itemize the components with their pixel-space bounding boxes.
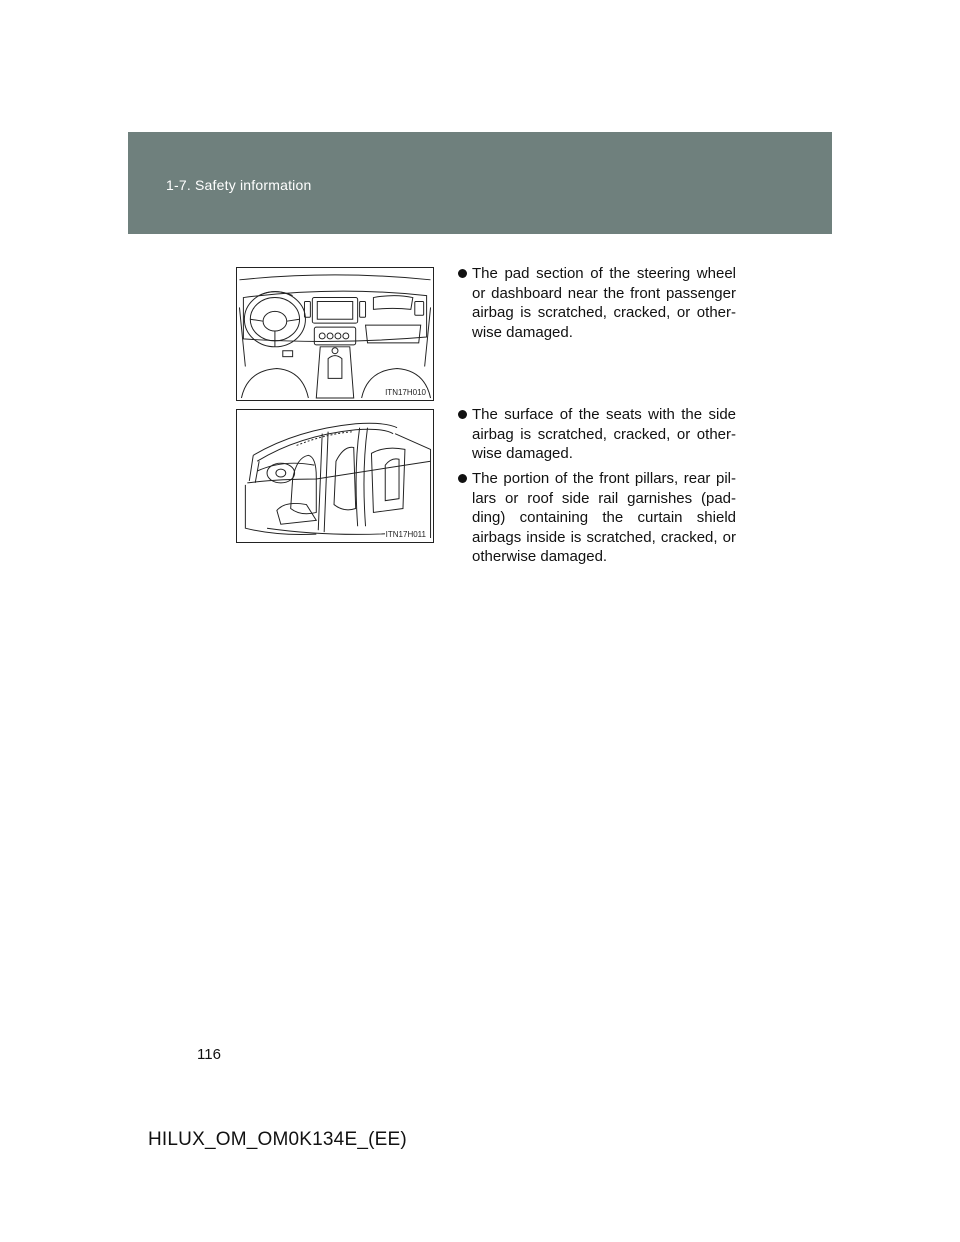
figure-code: ITN17H011: [385, 530, 426, 539]
manual-code: HILUX_OM_OM0K134E_(EE): [148, 1129, 407, 1150]
list-item: [458, 469, 736, 567]
bullet-icon: [458, 410, 467, 419]
list-item: [458, 264, 736, 342]
page-number: 116: [197, 1046, 221, 1063]
list-item: [458, 405, 736, 464]
dashboard-drawing: [237, 268, 433, 400]
cabin-airbag-illustration-icon: [236, 409, 434, 543]
dashboard-illustration-icon: [236, 267, 434, 401]
list-item-text: The pad section of the steering wheel or dashboard near the front passenger airbag is scratched, cracked, or other-wise damaged.: [472, 265, 736, 341]
section-header: [128, 132, 832, 234]
bullet-icon: [458, 269, 467, 278]
bullet-icon: [458, 474, 467, 483]
figure-code: ITN17H010: [385, 388, 426, 397]
list-item-text: The surface of the seats with the side airbag is scratched, cracked, or other-wise damaged.: [472, 406, 736, 462]
list-item-text: The portion of the front pillars, rear pil-lars or roof side rail garnishes (pad-ding) containing the curtain shield airbags inside is scratched, cracked, or otherwise damaged.: [472, 470, 736, 565]
cabin-drawing: [237, 410, 433, 542]
section-title: 1-7. Safety information: [166, 177, 312, 193]
